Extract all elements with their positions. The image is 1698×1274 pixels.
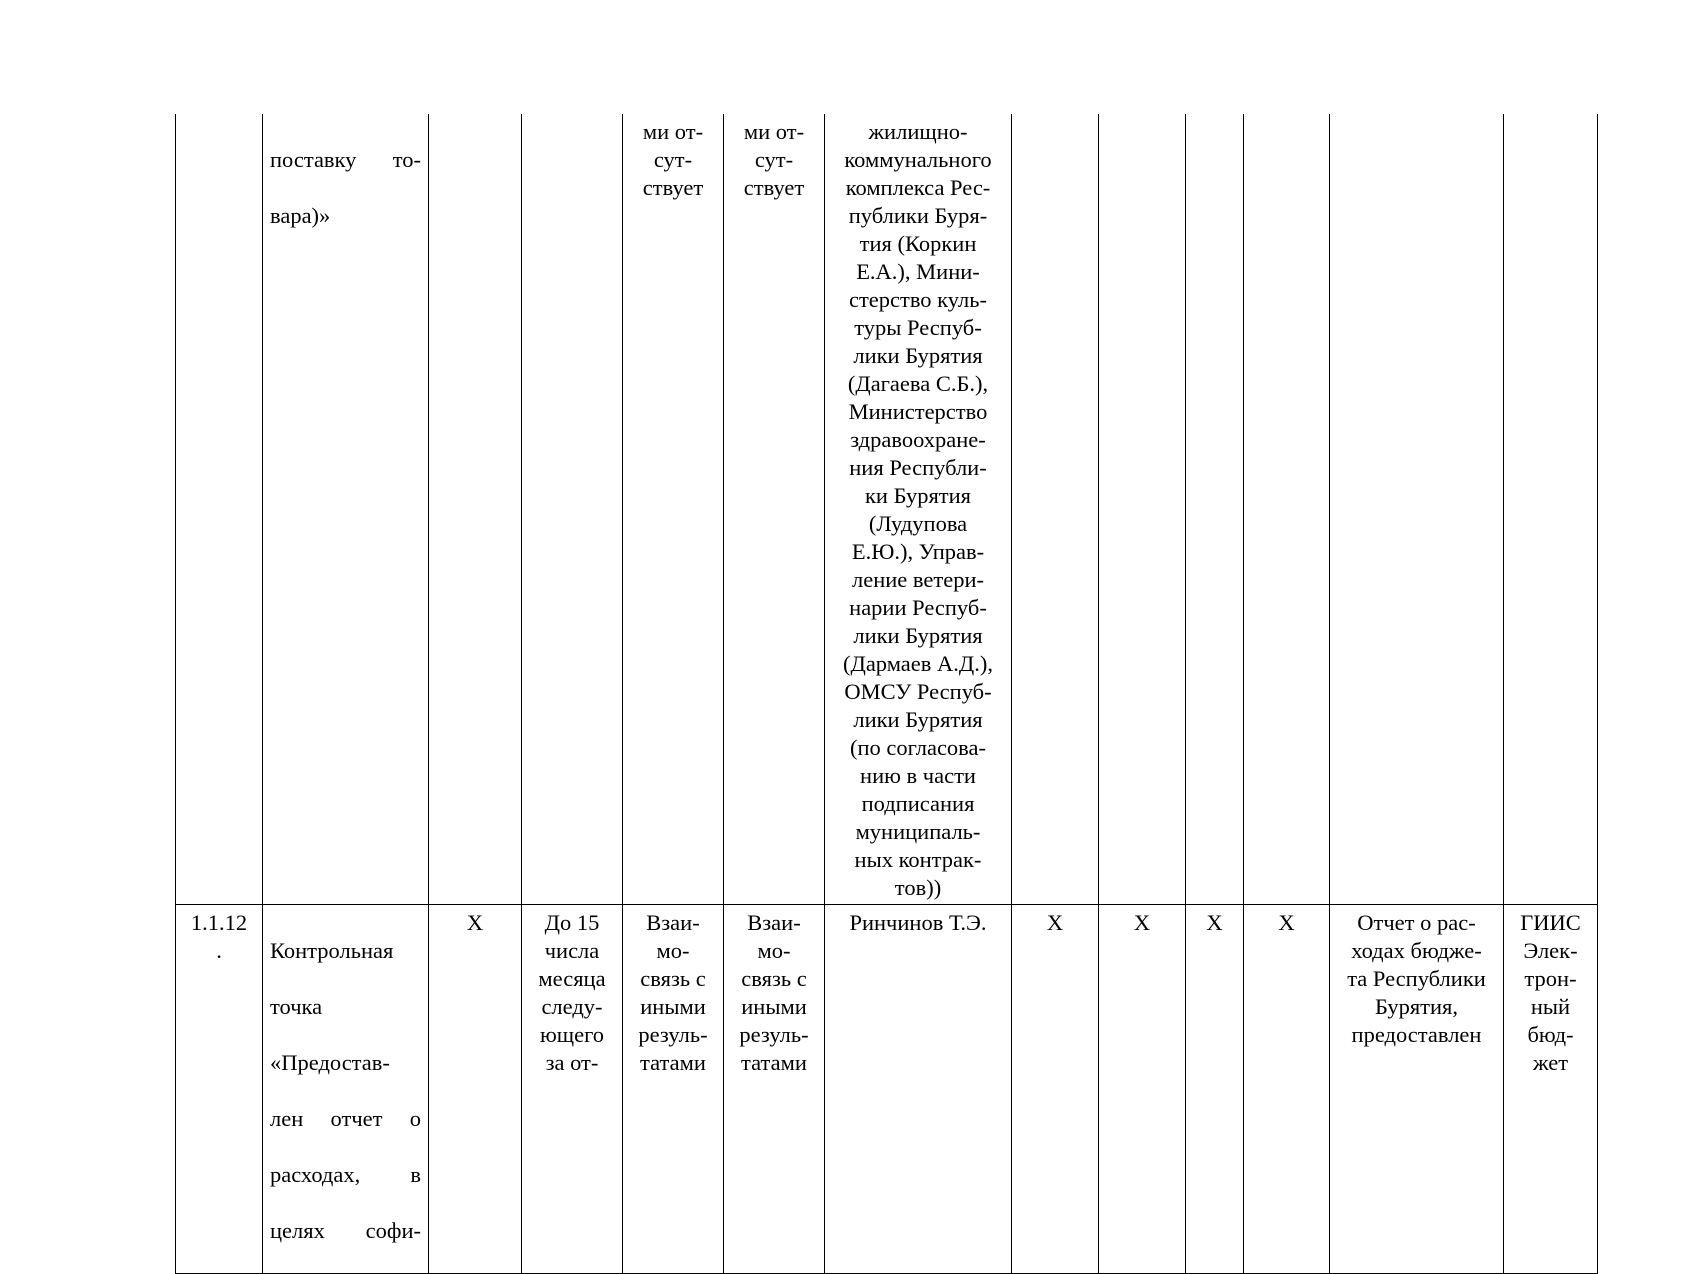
- cell-x-1: X: [1012, 904, 1099, 1273]
- cell-text-line: точка: [270, 993, 323, 1019]
- cell-deadline: До 15 числа месяца следу- ющего за от-: [522, 904, 623, 1273]
- cell-responsible: Ринчинов Т.Э.: [825, 904, 1012, 1273]
- cell-x-1: [1012, 114, 1099, 904]
- cell-text-line: целях софи-: [270, 1217, 421, 1243]
- cell-link-next: Взаи- мо- связь с иными резуль- татами: [724, 904, 825, 1273]
- cell-responsible: жилищно- коммунального комплекса Рес- публики Буря- тия (Коркин Е.А.), Мини- стерство куль- туры Респуб- лики Бурятия (Дагаева С.Б.), Министерство здравоохране- ния Республи- ки Бурятия (Лудупова Е.Ю.), Управ- ление ветери- нарии Респуб- лики Бурятия (Дармаев А.Д.), ОМСУ Респуб- лики Бурятия (по согласова- нию в части подписания муниципаль- ных контрак- тов)): [825, 114, 1012, 904]
- cell-x-2: [1099, 114, 1186, 904]
- cell-text-line: «Предостав-: [270, 1049, 390, 1075]
- cell-text-line: Контрольная: [270, 937, 394, 963]
- table-row: [176, 114, 1598, 904]
- table-row: [176, 904, 1598, 1273]
- cell-info-system: [1504, 114, 1598, 904]
- cell-text-line: лен отчет о: [270, 1105, 421, 1131]
- document-table: [175, 114, 1598, 1274]
- cell-x-4: X: [1244, 904, 1330, 1273]
- cell-event-name: [263, 904, 429, 1273]
- cell-number: 1.1.12 .: [176, 904, 263, 1273]
- cell-link-previous: ми от- сут- ствует: [623, 114, 724, 904]
- cell-event-name: [263, 114, 429, 904]
- cell-deadline: [522, 114, 623, 904]
- cell-x-2: X: [1099, 904, 1186, 1273]
- cell-text-line: расходах, в: [270, 1161, 421, 1187]
- cell-x-3: X: [1186, 904, 1244, 1273]
- cell-x-4: [1244, 114, 1330, 904]
- cell-link-previous: Взаи- мо- связь с иными резуль- татами: [623, 904, 724, 1273]
- cell-info-system: ГИИС Элек- трон- ный бюд- жет: [1504, 904, 1598, 1273]
- cell-type: [429, 114, 522, 904]
- cell-result: Отчет о рас- ходах бюдже- та Республики Бурятия, предоставлен: [1330, 904, 1504, 1273]
- cell-number: [176, 114, 263, 904]
- cell-result: [1330, 114, 1504, 904]
- cell-link-next: ми от- сут- ствует: [724, 114, 825, 904]
- cell-x-3: [1186, 114, 1244, 904]
- cell-type: X: [429, 904, 522, 1273]
- cell-text-line: вара)»: [270, 203, 331, 228]
- cell-text-line: поставку то-: [270, 147, 421, 172]
